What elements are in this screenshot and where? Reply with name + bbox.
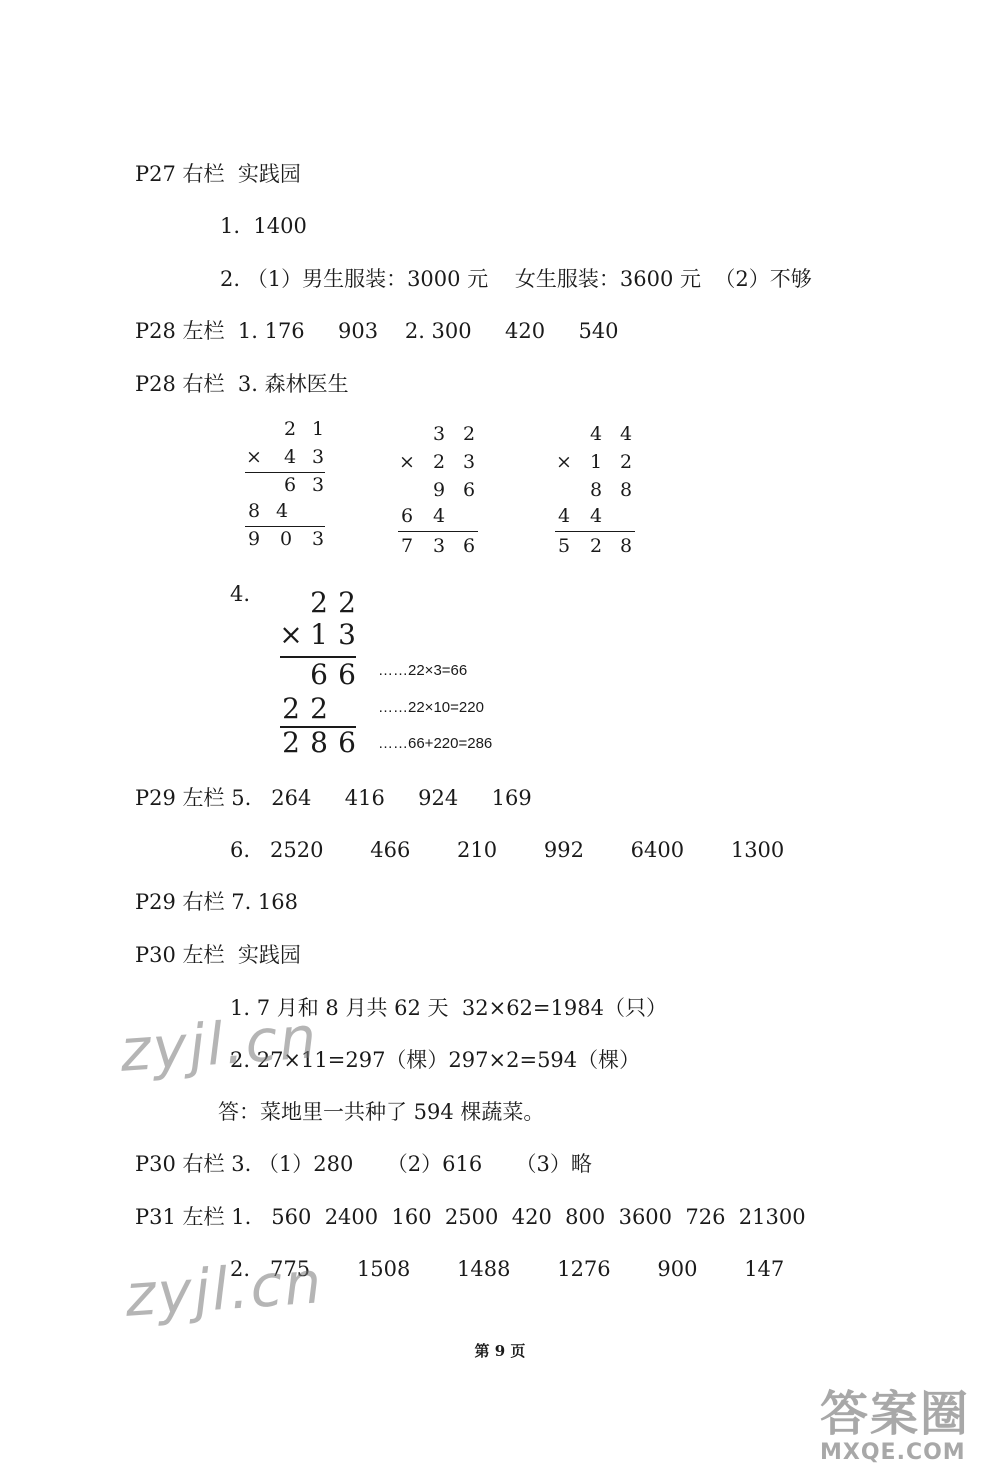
digit: 6 bbox=[462, 479, 476, 501]
site-logo bbox=[820, 1375, 990, 1465]
watermark: zyjl.cn bbox=[122, 1248, 326, 1330]
answer-line: P29 左栏 5. 264 416 924 169 bbox=[135, 786, 532, 810]
calc-note: ……66+220=286 bbox=[378, 735, 493, 752]
digit: 2 bbox=[282, 692, 300, 725]
digit: 8 bbox=[247, 500, 261, 522]
rule bbox=[555, 531, 635, 532]
answer-line: P29 右栏 7. 168 bbox=[135, 890, 298, 914]
digit: 6 bbox=[310, 658, 328, 691]
digit: 5 bbox=[557, 535, 571, 557]
answer-line: 1. 7 月和 8 月共 62 天 32×62=1984（只） bbox=[230, 996, 667, 1020]
digit: 2 bbox=[619, 451, 633, 473]
digit: 6 bbox=[400, 505, 414, 527]
question-4-label: 4. bbox=[230, 582, 251, 606]
digit: 8 bbox=[589, 479, 603, 501]
digit: 2 bbox=[310, 692, 328, 725]
digit: 1 bbox=[311, 418, 325, 440]
rule bbox=[398, 531, 478, 532]
calc-note: ……22×10=220 bbox=[378, 699, 484, 716]
logo-sub-text: MXQE.COM bbox=[820, 1440, 966, 1465]
page-number: 第 9 页 bbox=[474, 1342, 526, 1360]
digit: 3 bbox=[338, 618, 356, 651]
answer-line: 2. （1）男生服装：3000 元 女生服装：3600 元 （2）不够 bbox=[220, 267, 812, 291]
heading-p30-left: P30 左栏 实践园 bbox=[135, 943, 301, 967]
multiply-sign: × bbox=[399, 451, 415, 473]
digit: 9 bbox=[247, 528, 261, 550]
digit: 3 bbox=[462, 451, 476, 473]
digit: 3 bbox=[432, 535, 446, 557]
digit: 3 bbox=[311, 474, 325, 496]
vertical-multiplication-4 bbox=[278, 586, 368, 758]
digit: 2 bbox=[282, 726, 300, 759]
answer-line: 1. 1400 bbox=[220, 214, 307, 238]
multiply-sign: × bbox=[246, 446, 262, 468]
digit: 2 bbox=[310, 586, 328, 619]
answer-line: 2. 27×11=297（棵）297×2=594（棵） bbox=[230, 1048, 641, 1072]
digit: 4 bbox=[589, 505, 603, 527]
heading-p27-right: P27 右栏 实践园 bbox=[135, 162, 301, 186]
digit: 3 bbox=[311, 446, 325, 468]
digit: 8 bbox=[619, 479, 633, 501]
answer-line: 6. 2520 466 210 992 6400 1300 bbox=[230, 838, 785, 862]
digit: 6 bbox=[338, 658, 356, 691]
rule bbox=[245, 526, 325, 527]
vertical-multiplication-1 bbox=[245, 418, 335, 558]
digit: 3 bbox=[311, 528, 325, 550]
digit: 4 bbox=[557, 505, 571, 527]
digit: 8 bbox=[310, 726, 328, 759]
answer-line: P28 左栏 1. 176 903 2. 300 420 540 bbox=[135, 319, 619, 343]
digit: 3 bbox=[432, 423, 446, 445]
vertical-multiplication-3 bbox=[555, 423, 645, 563]
digit: 2 bbox=[462, 423, 476, 445]
digit: 4 bbox=[283, 446, 297, 468]
digit: 1 bbox=[310, 618, 328, 651]
digit: 2 bbox=[432, 451, 446, 473]
digit: 6 bbox=[283, 474, 297, 496]
digit: 2 bbox=[283, 418, 297, 440]
watermark: zyjl.cn bbox=[117, 1003, 321, 1085]
answer-line: 2. 775 1508 1488 1276 900 147 bbox=[230, 1257, 785, 1281]
calc-note: ……22×3=66 bbox=[378, 662, 468, 679]
logo-main-text: 答案圈 bbox=[820, 1386, 971, 1442]
digit: 4 bbox=[432, 505, 446, 527]
answer-line: P31 左栏 1. 560 2400 160 2500 420 800 3600 726 21300 bbox=[135, 1205, 806, 1229]
multiply-sign: × bbox=[556, 451, 572, 473]
answer-line: P28 右栏 3. 森林医生 bbox=[135, 372, 349, 396]
digit: 1 bbox=[589, 451, 603, 473]
digit: 0 bbox=[279, 528, 293, 550]
digit: 4 bbox=[275, 500, 289, 522]
answer-line: P30 右栏 3. （1）280 （2）616 （3）略 bbox=[135, 1152, 592, 1176]
vertical-multiplication-2 bbox=[398, 423, 488, 563]
digit: 8 bbox=[619, 535, 633, 557]
rule bbox=[245, 472, 325, 473]
multiply-sign: × bbox=[279, 618, 303, 651]
digit: 4 bbox=[619, 423, 633, 445]
digit: 4 bbox=[589, 423, 603, 445]
digit: 7 bbox=[400, 535, 414, 557]
digit: 2 bbox=[589, 535, 603, 557]
digit: 2 bbox=[338, 586, 356, 619]
digit: 9 bbox=[432, 479, 446, 501]
digit: 6 bbox=[338, 726, 356, 759]
digit: 6 bbox=[462, 535, 476, 557]
answer-line: 答：菜地里一共种了 594 棵蔬菜。 bbox=[218, 1100, 545, 1124]
